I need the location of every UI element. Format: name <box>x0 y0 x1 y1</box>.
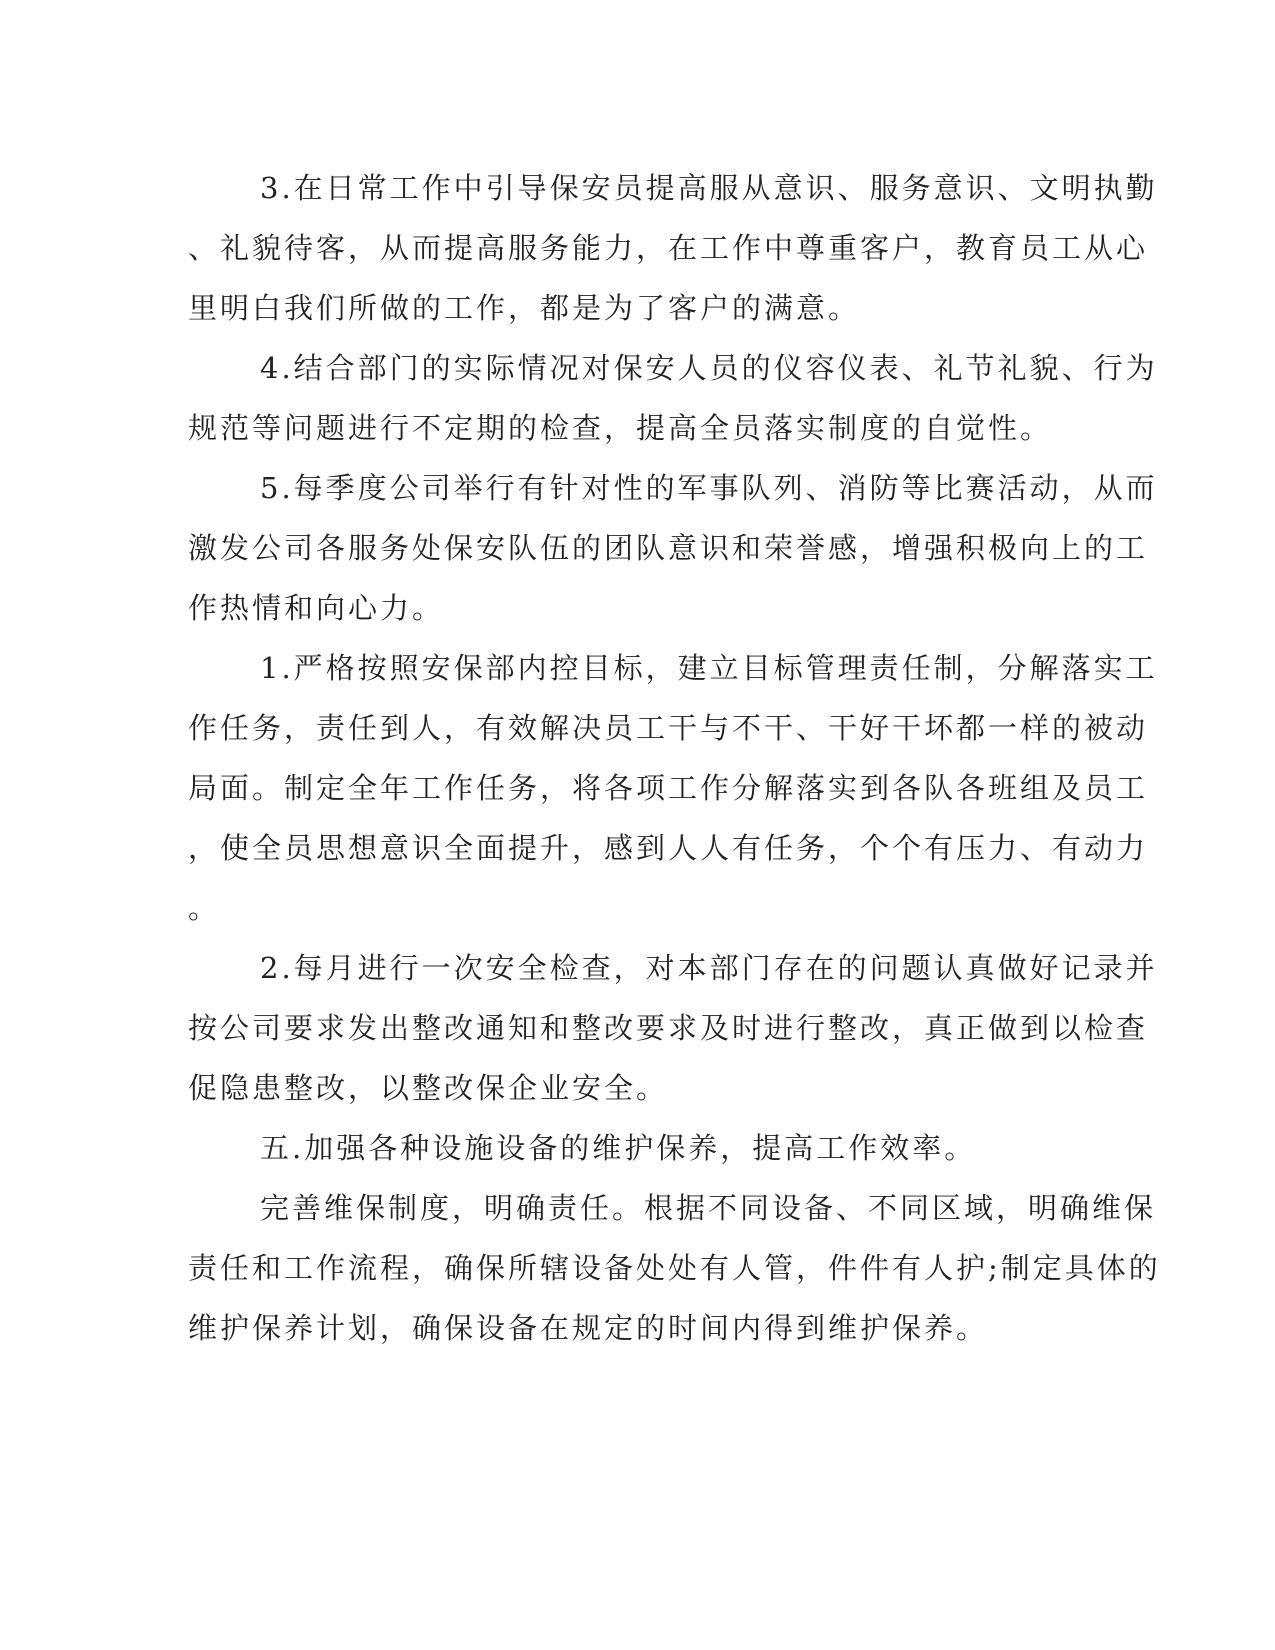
paragraph-line: 作热情和向心力。 <box>188 591 445 625</box>
paragraph-line: 5.每季度公司举行有针对性的军事队列、消防等比赛活动，从而 <box>260 471 1158 505</box>
section-heading-five <box>188 1118 1068 1178</box>
paragraph-maintenance-system <box>188 1178 1161 1358</box>
paragraph-line: 规范等问题进行不定期的检查，提高全员落实制度的自觉性。 <box>188 411 1053 445</box>
paragraph-line: 2.每月进行一次安全检查，对本部门存在的问题认真做好记录并 <box>260 951 1158 985</box>
paragraph-line: 。 <box>188 891 221 925</box>
paragraph-line: 4.结合部门的实际情况对保安人员的仪容仪表、礼节礼貌、行为 <box>260 351 1158 385</box>
paragraph-line: 五.加强各种设施设备的维护保养，提高工作效率。 <box>260 1131 977 1165</box>
paragraph-3-service-awareness <box>188 158 1158 338</box>
paragraph-line: 里明白我们所做的工作，都是为了客户的满意。 <box>188 291 861 325</box>
paragraph-line: 责任和工作流程，确保所辖设备处处有人管，件件有人护;制定具体的 <box>188 1251 1161 1285</box>
paragraph-line: 促隐患整改，以整改保企业安全。 <box>188 1071 669 1105</box>
paragraph-line: 作任务，责任到人，有效解决员工干与不干、干好干坏都一样的被动 <box>188 711 1149 745</box>
paragraph-line: 激发公司各服务处保安队伍的团队意识和荣誉感，增强积极向上的工 <box>188 531 1149 565</box>
paragraph-line: ，使全员思想意识全面提升，感到人人有任务，个个有压力、有动力 <box>188 831 1149 865</box>
paragraph-line: 、礼貌待客，从而提高服务能力，在工作中尊重客户，教育员工从心 <box>188 231 1149 265</box>
paragraph-line: 1.严格按照安保部内控目标，建立目标管理责任制，分解落实工 <box>260 651 1158 685</box>
paragraph-5-competitions <box>188 458 1158 638</box>
paragraph-line: 按公司要求发出整改通知和整改要求及时进行整改，真正做到以检查 <box>188 1011 1149 1045</box>
paragraph-1-responsibility-system <box>188 638 1158 938</box>
paragraph-line: 完善维保制度，明确责任。根据不同设备、不同区域，明确维保 <box>260 1191 1157 1225</box>
document-body <box>188 158 1161 1358</box>
paragraph-4-inspection <box>188 338 1158 458</box>
paragraph-line: 3.在日常工作中引导保安员提高服从意识、服务意识、文明执勤 <box>260 171 1158 205</box>
paragraph-line: 局面。制定全年工作任务，将各项工作分解落实到各队各班组及员工 <box>188 771 1149 805</box>
paragraph-line: 维护保养计划，确保设备在规定的时间内得到维护保养。 <box>188 1311 989 1345</box>
paragraph-2-safety-check <box>188 938 1158 1118</box>
